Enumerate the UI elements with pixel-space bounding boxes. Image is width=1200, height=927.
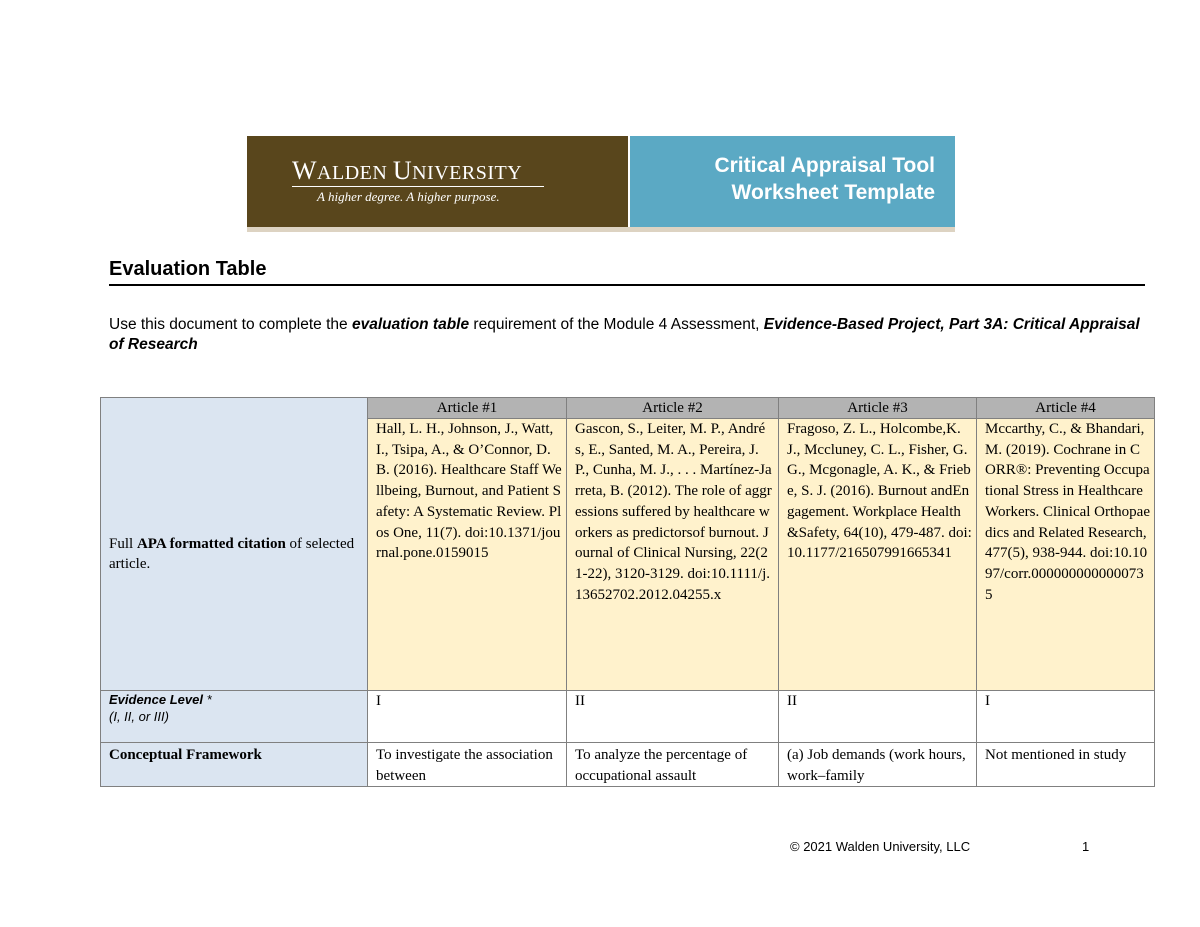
- instructions-assessment-name: Evidence-Based Project, Part 3A: Critical Appraisal of Research: [109, 316, 1140, 353]
- evidence-level-cell: I: [368, 691, 567, 743]
- footer-copyright: © 2021 Walden University, LLC: [790, 839, 971, 854]
- column-header: Article #4: [977, 398, 1155, 419]
- table-header-row: [101, 398, 1155, 419]
- framework-cell: Not mentioned in study: [977, 743, 1155, 787]
- evaluation-table: [100, 397, 1155, 787]
- banner-underline: [247, 227, 955, 232]
- table-row-evidence-level: [101, 691, 1155, 743]
- column-header: Article #3: [779, 398, 977, 419]
- logo-rule: [292, 186, 544, 187]
- tool-title-block: [630, 136, 955, 227]
- tool-title-line1: Critical Appraisal Tool: [714, 154, 935, 177]
- page-title: Evaluation Table: [109, 258, 267, 280]
- page-number: 1: [1082, 839, 1090, 854]
- tool-title-line2: Worksheet Template: [731, 181, 935, 204]
- header-corner-cell: [101, 398, 368, 419]
- citation-cell: Gascon, S., Leiter, M. P., Andrés, E., Santed, M. A., Pereira, J. P., Cunha, M. J., . . . Martínez-Jarreta, B. (2012). The role of aggressions suffered by healthcare workers as predictorsof burnout. Journal of Clinical Nursing, 22(21-22), 3120-3129. doi:10.1111/j.13652702.2012.04255.x: [567, 419, 779, 691]
- column-header: Article #2: [567, 398, 779, 419]
- framework-cell: To investigate the association between: [368, 743, 567, 787]
- framework-cell: (a) Job demands (work hours, work–family: [779, 743, 977, 787]
- citation-cell: Fragoso, Z. L., Holcombe,K. J., Mccluney, C. L., Fisher, G. G., Mcgonagle, A. K., & Friebe, S. J. (2016). Burnout andEngagement. Workplace Health &Safety, 64(10), 479-487. doi:10.1177/216507991665341: [779, 419, 977, 691]
- citation-cell: Mccarthy, C., & Bhandari, M. (2019). Cochrane in CORR®: Preventing Occupational Stress in Healthcare Workers. Clinical Orthopaedics and Related Research, 477(5), 938-944. doi:10.1097/corr.0000000000000735: [977, 419, 1155, 691]
- row-label-conceptual-framework: Conceptual Framework: [101, 743, 368, 787]
- column-header: Article #1: [368, 398, 567, 419]
- header-banner: [247, 136, 955, 234]
- row-label-evidence-level: Evidence Level * (I, II, or III): [101, 691, 368, 743]
- row-label-citation: Full APA formatted citation of selected article.: [101, 419, 368, 691]
- instructions-bold-term: evaluation table: [351, 316, 470, 333]
- table-row-conceptual-framework: [101, 743, 1155, 787]
- university-tagline: A higher degree. A higher purpose.: [317, 189, 500, 204]
- framework-cell: To analyze the percentage of occupational assault: [567, 743, 779, 787]
- evidence-level-cell: II: [567, 691, 779, 743]
- title-divider: [109, 284, 1145, 286]
- instructions-paragraph: Use this document to complete the evaluation table requirement of the Module 4 Assessment, Evidence-Based Project, Part 3A: Critical Appraisal of Research: [109, 316, 1140, 353]
- university-logo-block: [247, 136, 628, 227]
- tool-title: [714, 152, 935, 206]
- university-logo: WALDEN UNIVERSITY: [292, 156, 523, 185]
- evidence-level-cell: II: [779, 691, 977, 743]
- table-row-citation: [101, 419, 1155, 691]
- evidence-level-cell: I: [977, 691, 1155, 743]
- citation-cell: Hall, L. H., Johnson, J., Watt, I., Tsipa, A., & O’Connor, D. B. (2016). Healthcare Staff Wellbeing, Burnout, and Patient Safety: A Systematic Review. Plos One, 11(7). doi:10.1371/journal.pone.0159015: [368, 419, 567, 691]
